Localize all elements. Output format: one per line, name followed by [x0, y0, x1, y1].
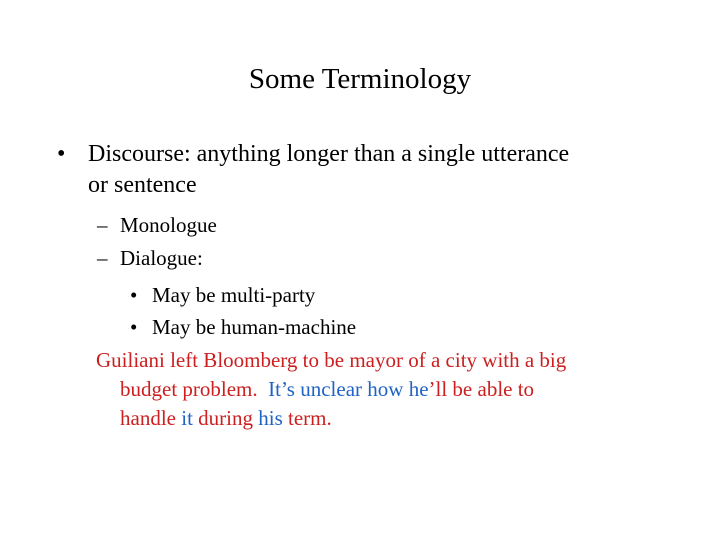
- bullet-discourse-text: Discourse: anything longer than a single utterance: [88, 141, 570, 167]
- subsub-bullet-multi-party: [130, 280, 315, 310]
- subsub-bullet-human-machine-text: May be human-machine: [152, 315, 357, 339]
- example-text: term.: [282, 406, 332, 430]
- bullet-discourse-continuation: or sentence: [88, 172, 197, 198]
- example-text: It’s unclear how: [268, 377, 409, 401]
- bullet-dot-icon: •: [130, 283, 138, 307]
- pronoun-his: his: [258, 406, 283, 430]
- example-text: during: [192, 406, 259, 430]
- pronoun-he: he: [408, 377, 429, 401]
- pronoun-it: it: [181, 406, 193, 430]
- subsub-bullet-multi-party-text: May be multi-party: [152, 283, 316, 307]
- sub-bullet-dialogue-text: Dialogue:: [120, 246, 203, 270]
- example-line-3: [120, 404, 332, 433]
- bullet-dot-icon: •: [57, 141, 66, 167]
- example-line-2: [120, 375, 534, 404]
- sub-bullet-monologue: [97, 210, 217, 240]
- sub-bullet-monologue-text: Monologue: [120, 213, 217, 237]
- sub-bullet-dialogue: [97, 243, 203, 273]
- slide-title: Some Terminology: [248, 63, 472, 95]
- subsub-bullet-human-machine: [130, 312, 356, 342]
- example-text: ’ll be able to: [428, 377, 535, 401]
- dash-icon: –: [97, 246, 108, 270]
- example-text: budget problem.: [120, 377, 269, 401]
- bullet-dot-icon: •: [130, 315, 138, 339]
- example-text: handle: [120, 406, 182, 430]
- dash-icon: –: [97, 213, 108, 237]
- bullet-discourse: [57, 139, 569, 170]
- example-line-1: Guiliani left Bloomberg to be mayor of a city with a big: [96, 348, 567, 372]
